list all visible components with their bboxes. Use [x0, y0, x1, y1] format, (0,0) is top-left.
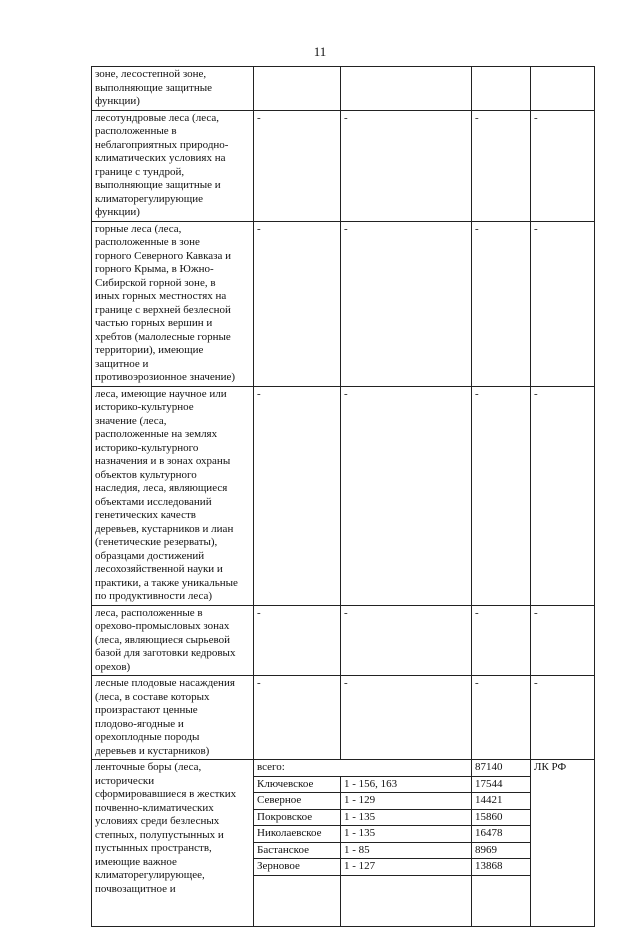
category-text-line: лесотундровые леса (леса,	[95, 111, 219, 124]
category-text-line: границе с верхней безлесной	[95, 303, 231, 316]
category-text-line: базой для заготовки кедровых	[95, 647, 236, 659]
forest-category-cell	[92, 221, 254, 386]
area-cell: -	[472, 386, 531, 605]
forestry-name-cell: Бастанское	[254, 842, 341, 859]
category-text-line: границе с тундрой,	[95, 165, 185, 178]
forest-table	[91, 66, 595, 927]
forestry-name-cell: Северное	[254, 793, 341, 810]
basis-cell: ЛК РФ	[531, 760, 595, 927]
category-text-line: лесные плодовые насаждения	[95, 677, 235, 689]
quarters-cell: 1 - 129	[341, 793, 472, 810]
category-text-line: сформировавшиеся в жестких	[95, 788, 237, 800]
filler-cell	[472, 875, 531, 926]
category-text-line: пустынных пространств,	[95, 842, 212, 854]
forestry-cell	[254, 67, 341, 111]
category-text-line: (генетические резерваты),	[95, 536, 218, 548]
category-text-line: лесохозяйственной науки и	[95, 563, 223, 575]
quarters-cell: -	[341, 221, 472, 386]
category-text-line: климаторегулирующее,	[95, 869, 205, 881]
category-text-line: орехов)	[95, 660, 131, 673]
category-text-line: практики, а также уникальные	[95, 576, 238, 589]
category-text-line: назначения и в зонах охраны	[95, 455, 231, 467]
category-text-line: горные леса (леса,	[95, 222, 182, 235]
forestry-name-cell: Ключевское	[254, 776, 341, 793]
quarters-cell: 1 - 135	[341, 826, 472, 843]
forestry-cell: -	[254, 605, 341, 676]
category-text-line: неблагоприятных природно-	[95, 138, 229, 151]
table-row	[92, 386, 595, 605]
category-text-line: значение (леса,	[95, 414, 167, 427]
forest-category-cell	[92, 760, 254, 927]
area-cell: 13868	[472, 859, 531, 876]
quarters-cell: -	[341, 605, 472, 676]
basis-cell: -	[531, 386, 595, 605]
forest-category-cell	[92, 676, 254, 760]
category-text-line: имеющие важное	[95, 855, 177, 868]
table-row	[92, 67, 595, 111]
category-text-line: выполняющие защитные	[95, 81, 213, 94]
forestry-name-cell: Покровское	[254, 809, 341, 826]
basis-cell: -	[531, 110, 595, 221]
category-text-line: условиях среди безлесных	[95, 815, 220, 827]
table-row	[92, 605, 595, 676]
quarters-cell: 1 - 85	[341, 842, 472, 859]
category-text-line: расположенные в	[95, 125, 177, 137]
category-text-line: (леса, в составе которых	[95, 690, 210, 703]
category-text-line: защитное и	[95, 357, 149, 370]
basis-cell: -	[531, 605, 595, 676]
filler-cell	[341, 875, 472, 926]
category-text-line: исторически	[95, 774, 155, 787]
total-area-cell: 87140	[472, 760, 531, 777]
quarters-cell: 1 - 135	[341, 809, 472, 826]
forestry-cell: -	[254, 676, 341, 760]
category-text-line: частью горных вершин и	[95, 317, 213, 329]
category-text-line: расположенные в зоне	[95, 236, 200, 248]
forest-category-cell	[92, 110, 254, 221]
basis-cell	[531, 67, 595, 111]
category-text-line: леса, имеющие научное или	[95, 387, 227, 400]
area-cell: 16478	[472, 826, 531, 843]
category-text-line: климатических условиях на	[95, 152, 226, 164]
category-text-line: деревьев, кустарников и лиан	[95, 522, 234, 535]
area-cell: 15860	[472, 809, 531, 826]
category-text-line: горного Крыма, в Южно-	[95, 263, 214, 275]
forestry-cell: -	[254, 221, 341, 386]
category-text-line: (леса, являющиеся сырьевой	[95, 633, 230, 646]
quarters-cell: -	[341, 676, 472, 760]
forestry-cell: -	[254, 110, 341, 221]
table-row	[92, 760, 595, 777]
area-cell: -	[472, 676, 531, 760]
category-text-line: территории), имеющие	[95, 344, 204, 356]
category-text-line: орехоплодные породы	[95, 731, 200, 743]
category-text-line: противоэрозионное значение)	[95, 371, 236, 383]
category-text-line: по продуктивности леса)	[95, 590, 213, 602]
category-text-line: объектов культурного	[95, 468, 197, 481]
total-label-cell: всего:	[254, 760, 472, 777]
forest-category-cell	[92, 605, 254, 676]
basis-cell: -	[531, 221, 595, 386]
category-text-line: степных, полупустынных и	[95, 828, 224, 841]
category-text-line: функции)	[95, 95, 140, 107]
category-text-line: объектами исследований	[95, 495, 212, 508]
category-text-line: ленточные боры (леса,	[95, 761, 202, 773]
basis-cell: -	[531, 676, 595, 760]
category-text-line: образцами достижений	[95, 549, 205, 562]
category-text-line: климаторегулирующие	[95, 192, 203, 205]
quarters-cell	[341, 67, 472, 111]
area-cell: 14421	[472, 793, 531, 810]
table-row	[92, 110, 595, 221]
area-cell: -	[472, 605, 531, 676]
area-cell: -	[472, 110, 531, 221]
category-text-line: иных горных местностях на	[95, 290, 227, 302]
area-cell: 17544	[472, 776, 531, 793]
filler-cell	[254, 875, 341, 926]
category-text-line: деревьев и кустарников)	[95, 744, 210, 757]
category-text-line: выполняющие защитные и	[95, 179, 221, 191]
category-text-line: историко-культурного	[95, 441, 199, 454]
category-text-line: генетических качеств	[95, 509, 196, 521]
category-text-line: плодово-ягодные и	[95, 717, 184, 730]
forestry-cell: -	[254, 386, 341, 605]
forest-category-cell	[92, 386, 254, 605]
page-number: 11	[313, 44, 327, 59]
category-text-line: орехово-промысловых зонах	[95, 620, 230, 632]
category-text-line: расположенные на землях	[95, 428, 218, 440]
forestry-name-cell: Зерновое	[254, 859, 341, 876]
category-text-line: историко-культурное	[95, 401, 194, 413]
area-cell: 8969	[472, 842, 531, 859]
quarters-cell: 1 - 156, 163	[341, 776, 472, 793]
table-row	[92, 221, 595, 386]
category-text-line: зоне, лесостепной зоне,	[95, 68, 207, 80]
category-text-line: Сибирской горной зоне, в	[95, 276, 216, 289]
area-cell: -	[472, 221, 531, 386]
category-text-line: почвенно-климатических	[95, 801, 214, 814]
category-text-line: наследия, леса, являющиеся	[95, 482, 228, 494]
table-row	[92, 676, 595, 760]
category-text-line: произрастают ценные	[95, 704, 198, 716]
category-text-line: почвозащитное и	[95, 882, 176, 895]
quarters-cell: -	[341, 110, 472, 221]
category-text-line: горного Северного Кавказа и	[95, 249, 232, 262]
forest-category-cell	[92, 67, 254, 111]
category-text-line: функции)	[95, 206, 140, 218]
quarters-cell: 1 - 127	[341, 859, 472, 876]
category-text-line: хребтов (малолесные горные	[95, 330, 231, 343]
category-text-line: леса, расположенные в	[95, 606, 203, 619]
area-cell	[472, 67, 531, 111]
quarters-cell: -	[341, 386, 472, 605]
forestry-name-cell: Николаевское	[254, 826, 341, 843]
